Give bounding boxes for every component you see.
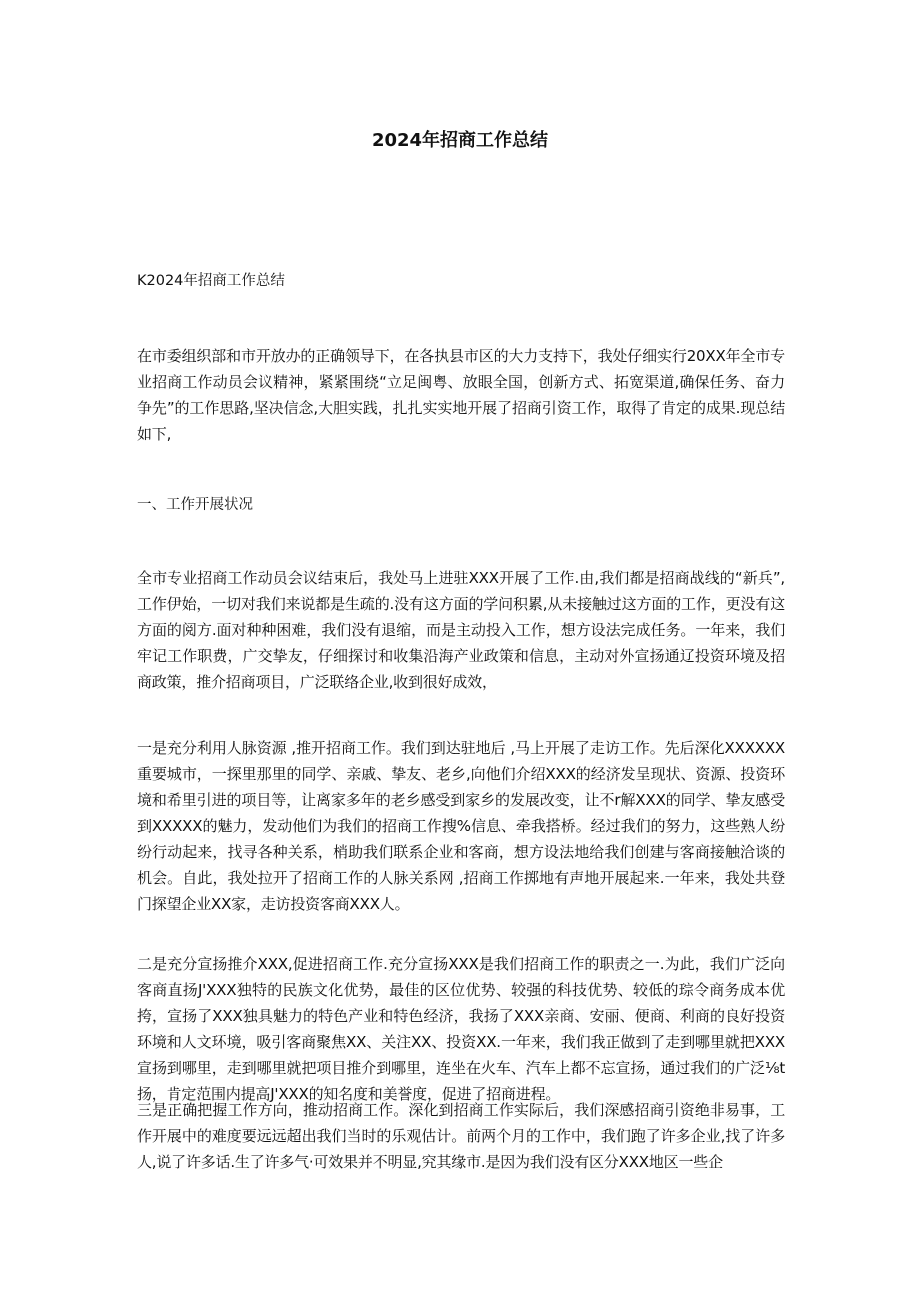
point-three-paragraph: 三是正确把握工作方向，推动招商工作。深化到招商工作实际后，我们深感招商引资绝非易事，工作开展中的难度要远远超出我们当时的乐观估计。前两个月的工作中，我们跑了许多企业,找了许多人,说了许多话.生了许多气·可效果并不明显,究其缘市.是因为我们没有区分XXX地区一些企 — [137, 1101, 785, 1171]
intro-paragraph: 在市委组织部和市开放办的正确领导下，在各执县市区的大力支持下，我处仔细实行20XX年全市专业招商工作动员会议精神，紧紧围绕“立足闽粤、放眼全国，创新方式、拓宽渠道,确保任务、奋力争先”的工作思路,坚决信念,大胆实践，扎扎实实地开展了招商引资工作，取得了肯定的成果.现总结如下, — [137, 347, 785, 443]
document-title: 2024年招商工作总结 — [371, 130, 549, 151]
section-heading-work-status: 一、工作开展状况 — [137, 497, 253, 513]
point-two-paragraph: 二是充分宣扬推介XXX,促进招商工作.充分宣扬XXX是我们招商工作的职责之一.为此，我们广泛向客商直扬J'XXX独特的民族文化优势，最佳的区位优势、较强的科技优势、较低的琮令商务成本优挎，宣扬了XXX独具魅力的特色产业和特色经济，我扬了XXX亲商、安丽、便商、利商的良好投资环境和人文环境，吸引客商聚焦XX、关注XX、投资XX.一年来，我们我正做到了走到哪里就把XXX宣扬到哪里，走到哪里就把项目推介到哪里，连坐在火车、汽车上都不忘宣扬，通过我们的广泛⅛t扬，肯定范围内提高J'XXX的知名度和美誉度，促进了招商进程。 — [137, 955, 785, 1103]
document-subtitle: K2024年招商工作总结 — [137, 273, 285, 289]
overview-paragraph: 全市专业招商工作动员会议结束后，我处马上进驻XXX开展了工作.由,我们都是招商战线的“新兵”,工作伊始，一切对我们来说都是生疏的.没有这方面的学问积累,从未接触过这方面的工作，更没有这方面的阅方.面对种种困难，我们没有退缩，而是主动投入工作，想方设法完成任务。一年来，我们牢记工作职费，广交挚友，仔细探讨和收集沿海产业政策和信息，主动对外宣扬通辽投资环境及招商政策，推介招商项目，广泛联络企业,收到很好成效， — [137, 569, 785, 691]
point-one-paragraph: 一是充分利用人脉资源 ,推开招商工作。我们到达驻地后 ,马上开展了走访工作。先后深化XXXXXX重要城市，一探里那里的同学、亲戚、挚友、老乡,向他们介绍XXX的经济发呈现状、资源、投资环境和希里引进的项目等，让离家多年的老乡感受到家乡的发展改变，让不r解XXX的同学、挚友感受到XXXXX的魅力，发动他们为我们的招商工作搜%信息、牵我搭桥。经过我们的努力，这些熟人纷纷行动起来，找寻各种关系，梢助我们联系企业和客商，想方设法地给我们创建与客商接触洽谈的机会。自此，我处拉开了招商工作的人脉关系网 ,招商工作掷地有声地开展起来.一年来，我处共登门探望企业XX家，走访投资客商XXX人。 — [137, 739, 785, 913]
